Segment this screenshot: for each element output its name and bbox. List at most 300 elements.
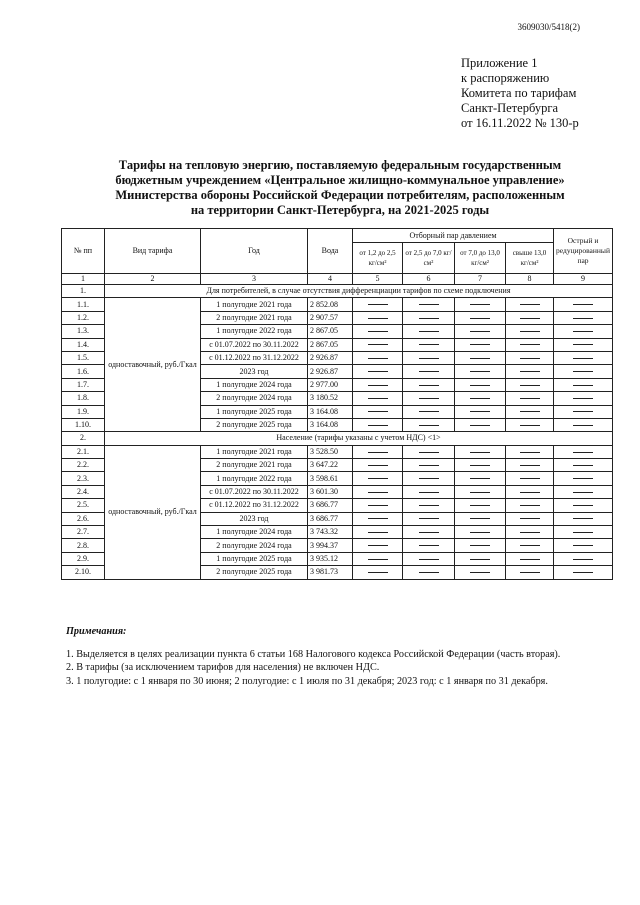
dash-mark — [368, 358, 388, 359]
section-title: Для потребителей, в случае отсутствия дифференциации тарифов по схеме подключения — [105, 285, 613, 298]
empty-cell — [455, 459, 506, 472]
empty-cell — [554, 472, 613, 485]
dash-mark — [573, 478, 593, 479]
dash-mark — [520, 559, 540, 560]
dash-mark — [368, 304, 388, 305]
annex-line: Приложение 1 — [461, 56, 538, 70]
dash-mark — [520, 492, 540, 493]
empty-cell — [554, 566, 613, 579]
row-number: 1.1. — [62, 298, 105, 311]
empty-cell — [554, 338, 613, 351]
empty-cell — [353, 552, 403, 565]
note-item: 1. Выделяется в целях реализации пункта 6 статьи 168 Налогового кодекса Российской Федерации (часть вторая). — [66, 648, 561, 660]
header-steam-4: свыше 13,0 кг/см² — [506, 243, 554, 274]
title-line: Тарифы на тепловую энергию, поставляемую федеральным государственным — [118, 158, 562, 172]
dash-mark — [419, 318, 439, 319]
water-tariff: 3 164.08 — [308, 418, 353, 431]
dash-mark — [419, 371, 439, 372]
empty-cell — [506, 338, 554, 351]
column-number: 4 — [308, 274, 353, 285]
row-number: 1.9. — [62, 405, 105, 418]
empty-cell — [403, 512, 455, 525]
title-line: бюджетным учреждением «Центральное жилищно-коммунальное управление» — [115, 173, 565, 187]
dash-mark — [573, 532, 593, 533]
dash-mark — [419, 465, 439, 466]
empty-cell — [506, 499, 554, 512]
dash-mark — [419, 572, 439, 573]
dash-mark — [520, 398, 540, 399]
empty-cell — [554, 311, 613, 324]
empty-cell — [506, 512, 554, 525]
dash-mark — [573, 572, 593, 573]
dash-mark — [470, 518, 490, 519]
header-tariff-type: Вид тарифа — [105, 229, 201, 274]
empty-cell — [403, 459, 455, 472]
empty-cell — [554, 405, 613, 418]
period: 2023 год — [201, 512, 308, 525]
header-year: Год — [201, 229, 308, 274]
dash-mark — [368, 518, 388, 519]
empty-cell — [554, 365, 613, 378]
empty-cell — [506, 552, 554, 565]
empty-cell — [506, 365, 554, 378]
empty-cell — [554, 445, 613, 458]
dash-mark — [470, 385, 490, 386]
dash-mark — [470, 478, 490, 479]
header-steam-group: Отборный пар давлением — [353, 229, 554, 243]
dash-mark — [470, 559, 490, 560]
dash-mark — [419, 452, 439, 453]
period: 1 полугодие 2022 года — [201, 472, 308, 485]
empty-cell — [554, 378, 613, 391]
empty-cell — [506, 311, 554, 324]
header-steam-3: от 7,0 до 13,0 кг/см² — [455, 243, 506, 274]
period: 1 полугодие 2025 года — [201, 405, 308, 418]
column-number: 5 — [353, 274, 403, 285]
table-row — [62, 445, 613, 458]
water-tariff: 3 598.61 — [308, 472, 353, 485]
empty-cell — [403, 485, 455, 498]
row-number: 2.7. — [62, 526, 105, 539]
empty-cell — [506, 351, 554, 364]
annex-line: к распоряжению — [461, 71, 550, 85]
dash-mark — [470, 572, 490, 573]
empty-cell — [554, 539, 613, 552]
empty-cell — [455, 351, 506, 364]
empty-cell — [554, 392, 613, 405]
dash-mark — [573, 518, 593, 519]
empty-cell — [506, 566, 554, 579]
dash-mark — [419, 344, 439, 345]
header-water: Вода — [308, 229, 353, 274]
row-number: 2.1. — [62, 445, 105, 458]
table-row — [62, 298, 613, 311]
column-number: 1 — [62, 274, 105, 285]
dash-mark — [368, 465, 388, 466]
dash-mark — [573, 344, 593, 345]
dash-mark — [573, 398, 593, 399]
empty-cell — [455, 445, 506, 458]
empty-cell — [353, 499, 403, 512]
title-line: на территории Санкт-Петербурга, на 2021-2025 годы — [190, 203, 490, 217]
empty-cell — [455, 472, 506, 485]
water-tariff: 3 686.77 — [308, 512, 353, 525]
empty-cell — [455, 405, 506, 418]
column-number: 9 — [554, 274, 613, 285]
empty-cell — [403, 526, 455, 539]
header-sharp-steam: Острый и редуцированный пар — [554, 229, 613, 274]
dash-mark — [520, 371, 540, 372]
dash-mark — [573, 331, 593, 332]
dash-mark — [520, 425, 540, 426]
period: 2 полугодие 2024 года — [201, 392, 308, 405]
dash-mark — [573, 411, 593, 412]
column-number-row — [62, 274, 613, 285]
empty-cell — [554, 418, 613, 431]
water-tariff: 3 994.37 — [308, 539, 353, 552]
table-body — [62, 285, 613, 580]
dash-mark — [419, 304, 439, 305]
empty-cell — [353, 539, 403, 552]
empty-cell — [353, 351, 403, 364]
row-number: 2.10. — [62, 566, 105, 579]
empty-cell — [554, 298, 613, 311]
section-row — [62, 432, 613, 445]
dash-mark — [470, 505, 490, 506]
dash-mark — [573, 492, 593, 493]
dash-mark — [520, 505, 540, 506]
dash-mark — [573, 425, 593, 426]
period: 2023 год — [201, 365, 308, 378]
title-line: Министерства обороны Российской Федерации потребителям, расположенным — [115, 188, 565, 202]
dash-mark — [573, 505, 593, 506]
dash-mark — [419, 385, 439, 386]
dash-mark — [470, 532, 490, 533]
column-number: 8 — [506, 274, 554, 285]
document-title — [80, 158, 600, 218]
row-number: 2.3. — [62, 472, 105, 485]
water-tariff: 3 601.30 — [308, 485, 353, 498]
empty-cell — [455, 325, 506, 338]
period: с 01.12.2022 по 31.12.2022 — [201, 351, 308, 364]
row-number: 2.9. — [62, 552, 105, 565]
empty-cell — [403, 405, 455, 418]
tariff-type: одноставочный, руб./Гкал — [105, 298, 201, 432]
row-number: 2.2. — [62, 459, 105, 472]
header-steam-2: от 2,5 до 7,0 кг/см² — [403, 243, 455, 274]
period: 2 полугодие 2024 года — [201, 539, 308, 552]
empty-cell — [403, 392, 455, 405]
empty-cell — [506, 445, 554, 458]
dash-mark — [419, 559, 439, 560]
row-number: 1.10. — [62, 418, 105, 431]
empty-cell — [506, 298, 554, 311]
section-number: 1. — [62, 285, 105, 298]
dash-mark — [520, 478, 540, 479]
empty-cell — [554, 485, 613, 498]
row-number: 2.8. — [62, 539, 105, 552]
empty-cell — [353, 445, 403, 458]
empty-cell — [554, 325, 613, 338]
period: 2 полугодие 2025 года — [201, 566, 308, 579]
dash-mark — [470, 452, 490, 453]
empty-cell — [403, 338, 455, 351]
dash-mark — [573, 559, 593, 560]
dash-mark — [520, 572, 540, 573]
period: с 01.07.2022 по 30.11.2022 — [201, 338, 308, 351]
empty-cell — [506, 378, 554, 391]
period: с 01.07.2022 по 30.11.2022 — [201, 485, 308, 498]
empty-cell — [403, 311, 455, 324]
dash-mark — [470, 318, 490, 319]
header-steam-1: от 1,2 до 2,5 кг/см² — [353, 243, 403, 274]
empty-cell — [455, 539, 506, 552]
notes-heading: Примечания: — [66, 626, 127, 637]
dash-mark — [368, 385, 388, 386]
empty-cell — [403, 566, 455, 579]
dash-mark — [573, 371, 593, 372]
dash-mark — [368, 411, 388, 412]
empty-cell — [455, 418, 506, 431]
empty-cell — [455, 392, 506, 405]
dash-mark — [470, 304, 490, 305]
dash-mark — [368, 318, 388, 319]
dash-mark — [520, 532, 540, 533]
empty-cell — [554, 552, 613, 565]
dash-mark — [368, 344, 388, 345]
empty-cell — [506, 485, 554, 498]
row-number: 1.5. — [62, 351, 105, 364]
dash-mark — [520, 344, 540, 345]
empty-cell — [353, 365, 403, 378]
row-number: 1.4. — [62, 338, 105, 351]
dash-mark — [419, 478, 439, 479]
empty-cell — [506, 472, 554, 485]
tariff-table — [61, 228, 613, 580]
empty-cell — [554, 351, 613, 364]
annex-line: Санкт-Петербурга — [461, 101, 559, 115]
notes — [66, 625, 560, 688]
dash-mark — [520, 318, 540, 319]
dash-mark — [470, 358, 490, 359]
empty-cell — [403, 298, 455, 311]
dash-mark — [368, 505, 388, 506]
dash-mark — [573, 318, 593, 319]
water-tariff: 2 926.87 — [308, 365, 353, 378]
annex-header — [461, 56, 579, 131]
water-tariff: 3 935.12 — [308, 552, 353, 565]
dash-mark — [368, 452, 388, 453]
empty-cell — [455, 566, 506, 579]
empty-cell — [353, 311, 403, 324]
water-tariff: 2 852.08 — [308, 298, 353, 311]
empty-cell — [353, 566, 403, 579]
empty-cell — [506, 392, 554, 405]
water-tariff: 2 907.57 — [308, 311, 353, 324]
dash-mark — [573, 304, 593, 305]
column-number: 2 — [105, 274, 201, 285]
empty-cell — [403, 378, 455, 391]
empty-cell — [403, 365, 455, 378]
section-title: Население (тарифы указаны с учетом НДС) <1> — [105, 432, 613, 445]
dash-mark — [470, 344, 490, 345]
water-tariff: 2 926.87 — [308, 351, 353, 364]
dash-mark — [520, 331, 540, 332]
dash-mark — [419, 492, 439, 493]
dash-mark — [368, 478, 388, 479]
row-number: 2.4. — [62, 485, 105, 498]
dash-mark — [573, 385, 593, 386]
period: 1 полугодие 2022 года — [201, 325, 308, 338]
empty-cell — [554, 499, 613, 512]
empty-cell — [353, 472, 403, 485]
row-number: 2.5. — [62, 499, 105, 512]
empty-cell — [455, 552, 506, 565]
dash-mark — [470, 492, 490, 493]
empty-cell — [403, 418, 455, 431]
empty-cell — [455, 512, 506, 525]
dash-mark — [368, 545, 388, 546]
dash-mark — [419, 532, 439, 533]
header-num: № пп — [62, 229, 105, 274]
empty-cell — [403, 445, 455, 458]
dash-mark — [419, 411, 439, 412]
dash-mark — [368, 532, 388, 533]
note-item: 2. В тарифы (за исключением тарифов для населения) не включен НДС. — [66, 662, 380, 673]
empty-cell — [506, 539, 554, 552]
dash-mark — [520, 465, 540, 466]
empty-cell — [403, 499, 455, 512]
row-number: 1.6. — [62, 365, 105, 378]
dash-mark — [368, 492, 388, 493]
dash-mark — [419, 398, 439, 399]
empty-cell — [353, 485, 403, 498]
dash-mark — [368, 559, 388, 560]
empty-cell — [455, 365, 506, 378]
water-tariff: 3 180.52 — [308, 392, 353, 405]
empty-cell — [506, 418, 554, 431]
empty-cell — [403, 539, 455, 552]
dash-mark — [368, 398, 388, 399]
water-tariff: 3 743.32 — [308, 526, 353, 539]
empty-cell — [455, 298, 506, 311]
empty-cell — [455, 311, 506, 324]
column-number: 7 — [455, 274, 506, 285]
period: 1 полугодие 2021 года — [201, 298, 308, 311]
empty-cell — [506, 325, 554, 338]
empty-cell — [506, 459, 554, 472]
period: 1 полугодие 2024 года — [201, 378, 308, 391]
water-tariff: 3 528.50 — [308, 445, 353, 458]
section-row — [62, 285, 613, 298]
empty-cell — [455, 499, 506, 512]
section-number: 2. — [62, 432, 105, 445]
empty-cell — [506, 526, 554, 539]
period: 1 полугодие 2021 года — [201, 445, 308, 458]
row-number: 1.2. — [62, 311, 105, 324]
dash-mark — [419, 518, 439, 519]
empty-cell — [455, 338, 506, 351]
dash-mark — [368, 371, 388, 372]
note-item: 3. 1 полугодие: с 1 января по 30 июня; 2 полугодие: с 1 июля по 31 декабря; 2023 год: с 1 января по 31 декабря. — [66, 675, 548, 687]
empty-cell — [353, 512, 403, 525]
dash-mark — [520, 304, 540, 305]
dash-mark — [470, 331, 490, 332]
period: 1 полугодие 2025 года — [201, 552, 308, 565]
empty-cell — [506, 405, 554, 418]
dash-mark — [419, 331, 439, 332]
document-number: 3609030/5418(2) — [517, 22, 580, 32]
water-tariff: 2 977.00 — [308, 378, 353, 391]
dash-mark — [470, 398, 490, 399]
dash-mark — [520, 358, 540, 359]
water-tariff: 3 686.77 — [308, 499, 353, 512]
empty-cell — [455, 526, 506, 539]
dash-mark — [520, 545, 540, 546]
empty-cell — [353, 405, 403, 418]
empty-cell — [554, 526, 613, 539]
dash-mark — [368, 572, 388, 573]
dash-mark — [419, 545, 439, 546]
dash-mark — [419, 425, 439, 426]
table-header — [62, 229, 613, 285]
dash-mark — [520, 452, 540, 453]
water-tariff: 2 867.05 — [308, 338, 353, 351]
column-number: 3 — [201, 274, 308, 285]
annex-line: Комитета по тарифам — [461, 86, 577, 100]
row-number: 1.8. — [62, 392, 105, 405]
dash-mark — [520, 411, 540, 412]
empty-cell — [353, 459, 403, 472]
dash-mark — [470, 411, 490, 412]
empty-cell — [353, 392, 403, 405]
dash-mark — [470, 425, 490, 426]
empty-cell — [353, 418, 403, 431]
row-number: 1.7. — [62, 378, 105, 391]
dash-mark — [573, 358, 593, 359]
dash-mark — [470, 371, 490, 372]
empty-cell — [403, 552, 455, 565]
dash-mark — [573, 545, 593, 546]
water-tariff: 3 164.08 — [308, 405, 353, 418]
empty-cell — [403, 351, 455, 364]
annex-line: от 16.11.2022 № 130-р — [461, 116, 579, 130]
period: с 01.12.2022 по 31.12.2022 — [201, 499, 308, 512]
row-number: 1.3. — [62, 325, 105, 338]
empty-cell — [353, 325, 403, 338]
empty-cell — [353, 338, 403, 351]
water-tariff: 2 867.05 — [308, 325, 353, 338]
water-tariff: 3 981.73 — [308, 566, 353, 579]
period: 1 полугодие 2024 года — [201, 526, 308, 539]
empty-cell — [455, 378, 506, 391]
water-tariff: 3 647.22 — [308, 459, 353, 472]
dash-mark — [573, 465, 593, 466]
column-number: 6 — [403, 274, 455, 285]
tariff-type: одноставочный, руб./Гкал — [105, 445, 201, 579]
dash-mark — [368, 331, 388, 332]
dash-mark — [520, 518, 540, 519]
period: 2 полугодие 2021 года — [201, 311, 308, 324]
dash-mark — [520, 385, 540, 386]
dash-mark — [419, 505, 439, 506]
empty-cell — [403, 325, 455, 338]
dash-mark — [470, 465, 490, 466]
empty-cell — [353, 378, 403, 391]
period: 2 полугодие 2021 года — [201, 459, 308, 472]
empty-cell — [554, 459, 613, 472]
row-number: 2.6. — [62, 512, 105, 525]
